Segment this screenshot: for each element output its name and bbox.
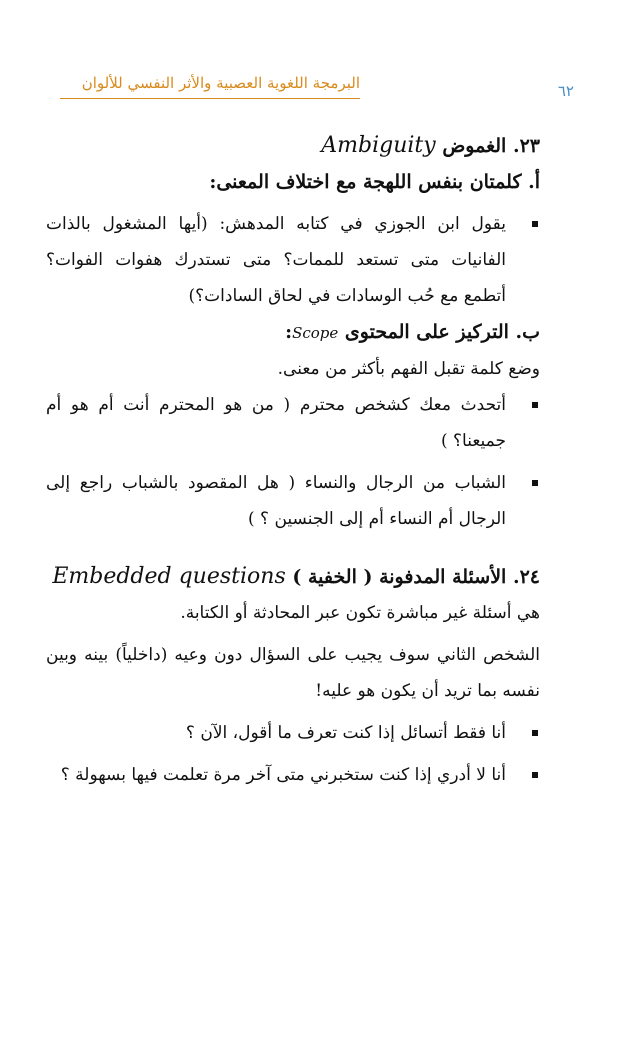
page-content [46, 128, 540, 793]
bullet-square-icon [532, 730, 538, 736]
bullet-item [46, 387, 540, 459]
bullet-text: أنا لا أدري إذا كنت ستخبرني متى آخر مرة تعلمت فيها بسهولة ؟ [60, 765, 506, 785]
bullet-text: يقول ابن الجوزي في كتابه المدهش: (أيها المشغول بالذات الفانيات متى تستعد للممات؟ متى تستدرك هفوات الفوات؟ أتطمع مع حُب الوسادات في لحاق السادات؟) [46, 214, 506, 306]
subsection-b-label: ب. التركيز على المحتوى [344, 321, 540, 343]
subsection-a-heading: أ. كلمتان بنفس اللهجة مع اختلاف المعنى: [209, 171, 540, 193]
subsection-b-english-term: Scope [292, 324, 339, 342]
section-23-number: ٢٣. [512, 135, 540, 157]
bullet-item [46, 757, 540, 793]
bullet-item [46, 206, 540, 314]
bullet-square-icon [532, 772, 538, 778]
bullet-text: أتحدث معك كشخص محترم ( من هو المحترم أنت أم هو أم جميعنا؟ ) [46, 395, 506, 451]
bullet-text: الشباب من الرجال والنساء ( هل المقصود بالشباب راجع إلى الرجال أم النساء أم إلى الجنسين ؟ ) [46, 473, 506, 529]
section-24-heading [46, 559, 540, 595]
running-header-title: البرمجة اللغوية العصبية والأثر النفسي للألوان [81, 74, 360, 92]
section-24-intro: هي أسئلة غير مباشرة تكون عبر المحادثة أو الكتابة. [180, 603, 540, 623]
section-24-paragraph: الشخص الثاني سوف يجيب على السؤال دون وعيه (داخلياً) بينه وبين نفسه بما تريد أن يكون هو عليه! [46, 645, 540, 701]
bullet-item [46, 465, 540, 537]
header-rule [60, 98, 360, 99]
subsection-b-intro: وضع كلمة تقبل الفهم بأكثر من معنى. [277, 359, 540, 379]
subsection-b-heading [46, 314, 540, 351]
bullet-item [46, 715, 540, 751]
page-number: ٦٢ [557, 82, 574, 100]
section-24-number: ٢٤. [512, 566, 540, 588]
bullet-text: أنا فقط أتسائل إذا كنت تعرف ما أقول، الآن ؟ [185, 723, 506, 743]
section-24-english-term: Embedded questions [52, 564, 286, 589]
section-23-title: الغموض [442, 135, 507, 157]
section-24-title: الأسئلة المدفونة ( الخفية ) [292, 566, 507, 588]
section-23-heading [46, 128, 540, 164]
section-23-english-term: Ambiguity [321, 133, 436, 158]
bullet-square-icon [532, 480, 538, 486]
bullet-square-icon [532, 402, 538, 408]
bullet-square-icon [532, 221, 538, 227]
subsection-b-colon: : [285, 321, 293, 343]
